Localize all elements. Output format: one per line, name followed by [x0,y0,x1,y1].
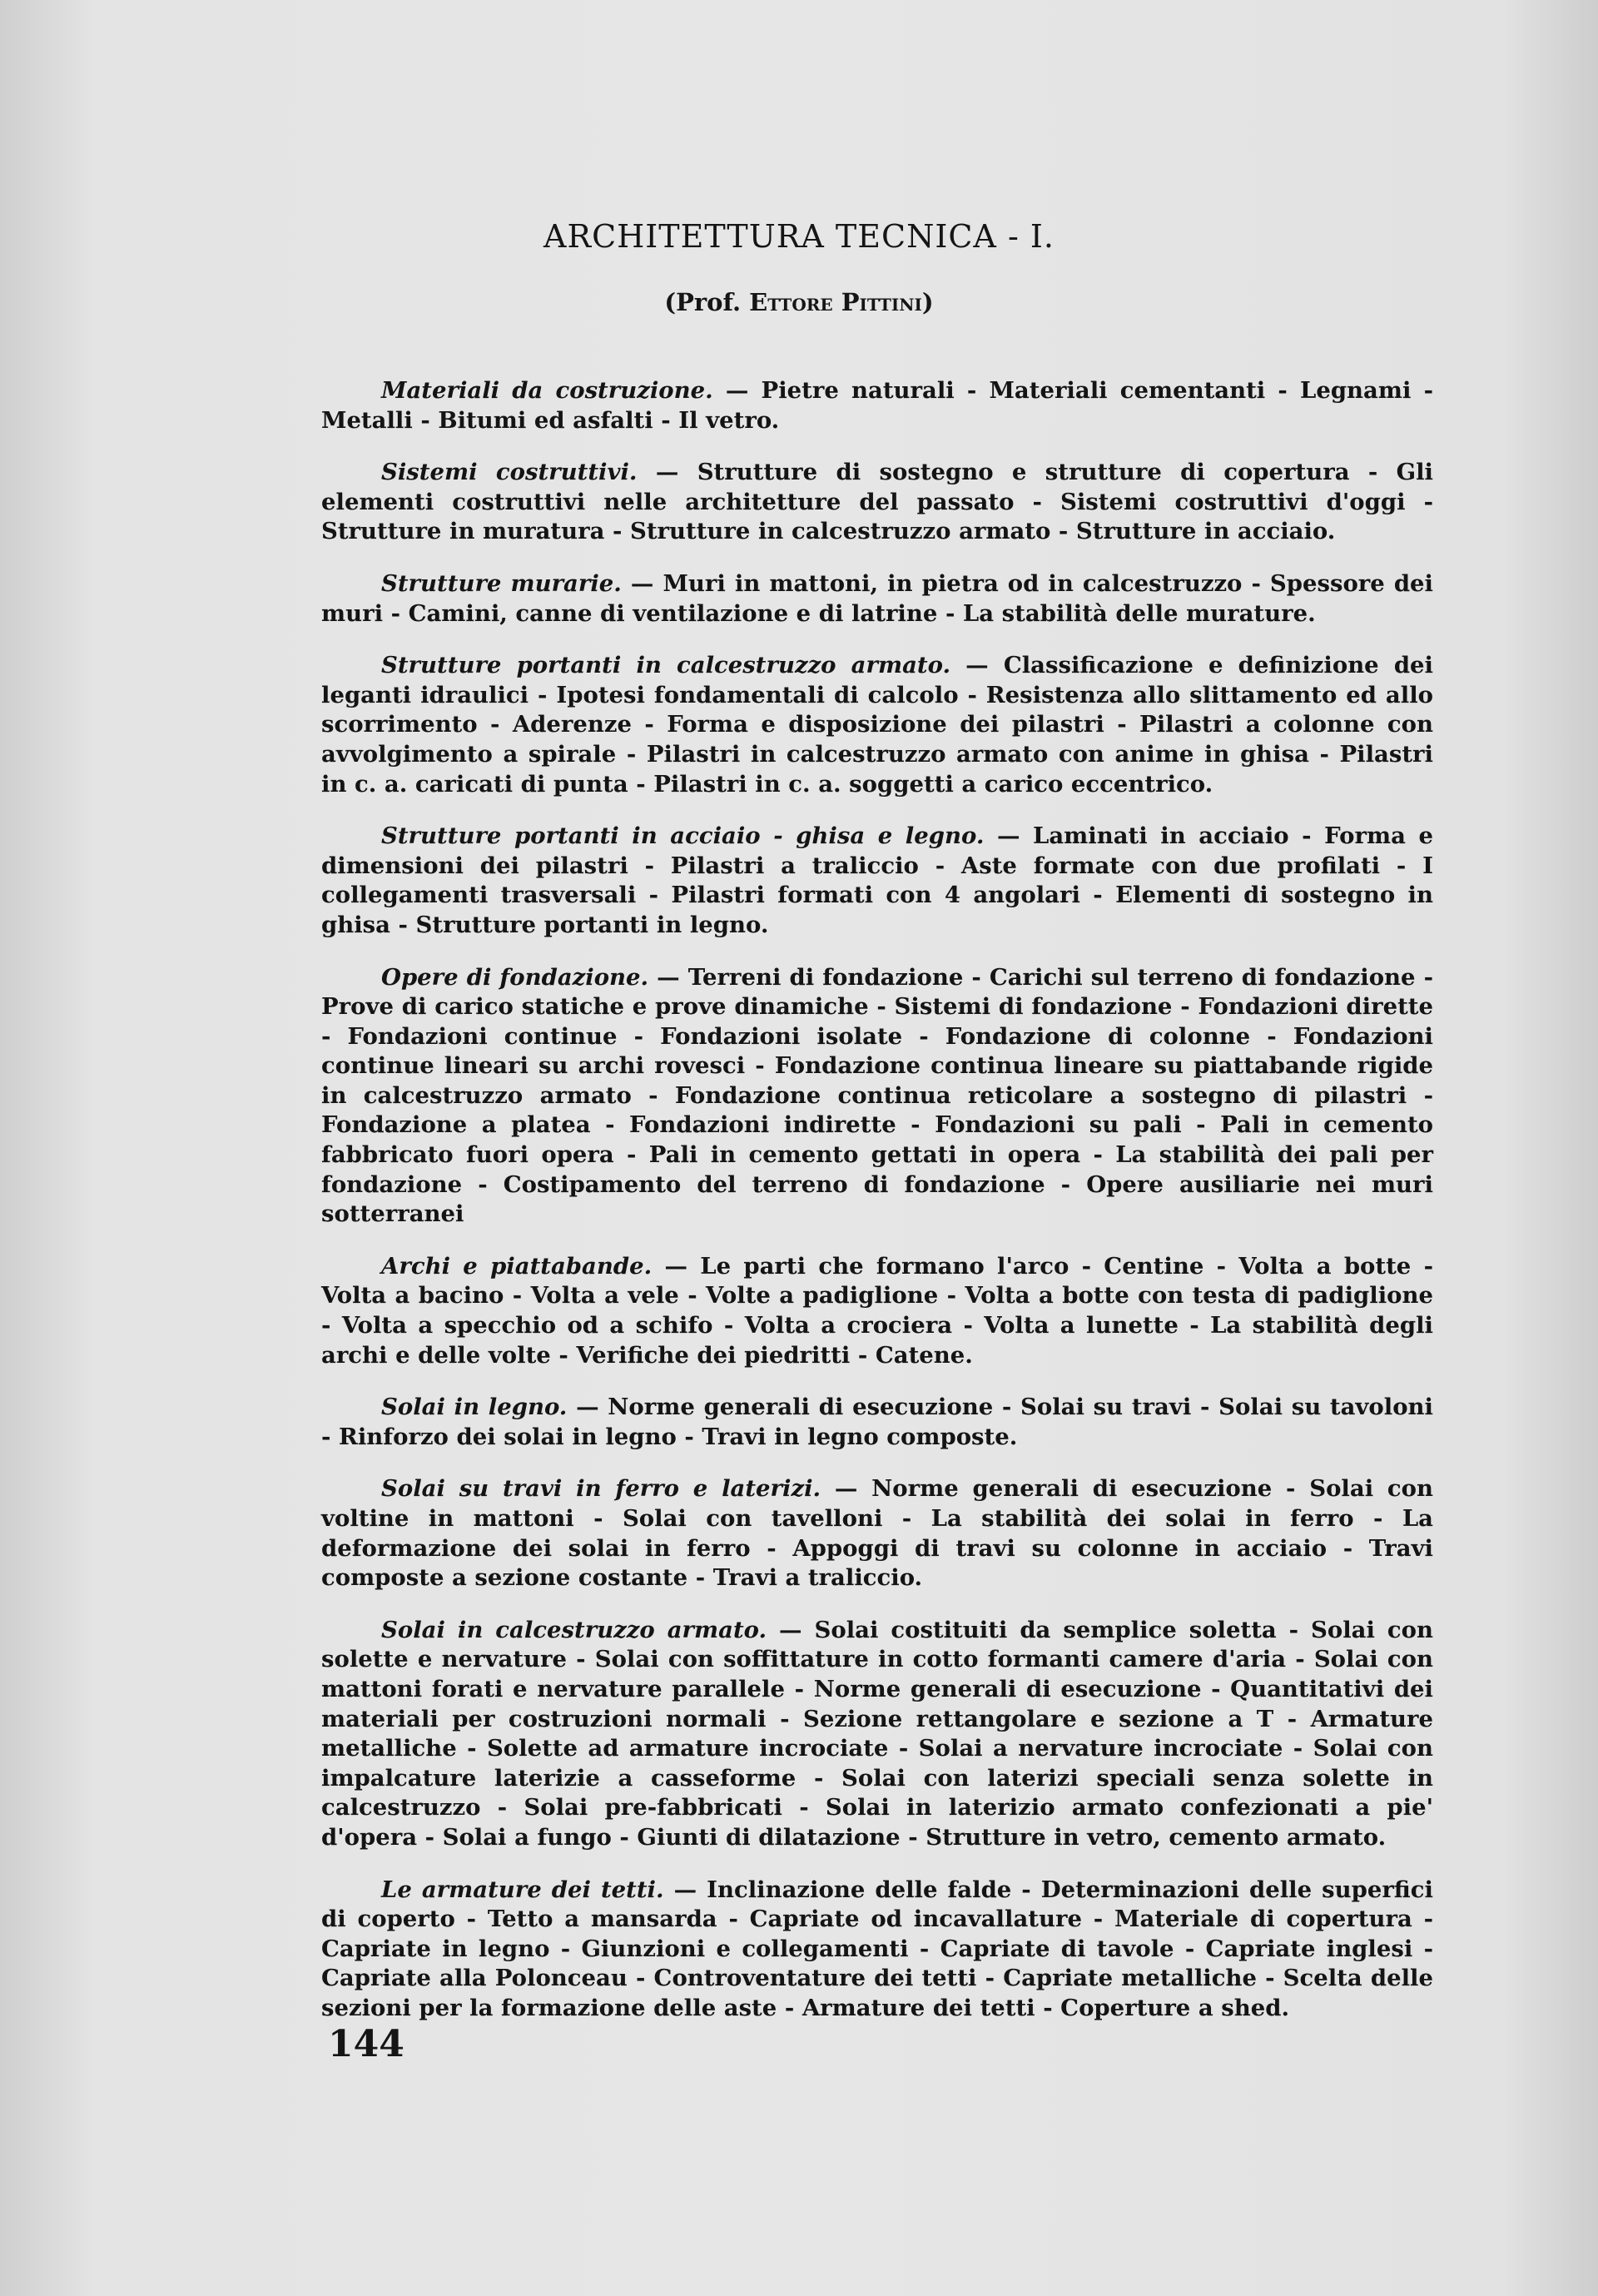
paragraph-text: — Norme generali di esecuzione - Solai su travi - Solai su tavoloni - Rinforzo dei solai in legno - Travi in legno composte. [321,1394,1433,1450]
paragraph-acciaio [321,822,1433,940]
paragraph-heading: Le armature dei tetti. [381,1876,664,1903]
paragraph-heading: Sistemi costruttivi. [381,459,638,486]
paragraph-archi [321,1252,1433,1370]
paragraph-text: — Laminati in acciaio - Forma e dimensioni dei pilastri - Pilastri a traliccio - Aste formate con due profilati - I collegamenti trasversali - Pilastri formati con 4 angolari - Elementi di sostegno in ghisa - Strutture portanti in legno. [321,822,1433,938]
paragraph-fondazione [321,963,1433,1230]
paragraph-murarie [321,569,1433,629]
paragraph-solai-legno [321,1393,1433,1452]
paragraph-text: — Norme generali di esecuzione - Solai con voltine in mattoni - Solai con tavelloni - La stabilità dei solai in ferro - La deformazione dei solai in ferro - Appoggi di travi su colonne in acciaio - Travi composte a sezione costante - Travi a traliccio. [321,1475,1433,1592]
paragraph-text: — Solai costituiti da semplice soletta - Solai con solette e nervature - Solai con soffittature in cotto formanti camere d'aria - Solai con mattoni forati e nervature parallele - Norme generali di esecuzione - Quantitativi dei materiali per costruzioni normali - Sezione rettangolare e sezione a T - Armature metalliche - Solette ad armature incrociate - Solai a nervature incrociate - Solai con impalcature laterizie a casseforme - Solai con laterizi speciali senza solette in calcestruzzo - Solai pre-fabbricati - Solai in laterizio armato confezionati a pie' d'opera - Solai a fungo - Giunti di dilatazione - Strutture in vetro, cemento armato. [321,1616,1433,1851]
paragraph-heading: Archi e piattabande. [381,1252,653,1280]
paragraph-text: — Inclinazione delle falde - Determinazioni delle superfici di coperto - Tetto a mansarda - Capriate od incavallature - Materiale di copertura - Capriate in legno - Giunzioni e collegamenti - Capriate di tavole - Capriate inglesi - Capriate alla Polonceau - Controventature dei tetti - Capriate metalliche - Scelta delle sezioni per la formazione delle aste - Armature dei tetti - Coperture a shed. [321,1876,1433,2021]
paragraph-heading: Strutture murarie. [381,569,622,597]
paragraph-sistemi [321,458,1433,547]
paragraph-text: — Pietre naturali - Materiali cementanti - Legnami - Metalli - Bitumi ed asfalti - Il vetro. [321,377,1433,434]
page-number: 144 [328,2023,404,2065]
author-line [0,288,1598,316]
paragraph-heading: Solai in legno. [381,1394,568,1421]
paragraph-materiali [321,376,1433,435]
author-name: Ettore Pittini [749,288,922,316]
author-prefix: (Prof. [664,288,750,316]
paragraph-heading: Materiali da costruzione. [381,377,713,404]
paragraph-heading: Solai su travi in ferro e laterizi. [381,1475,821,1503]
paragraph-text: — Classificazione e definizione dei leganti idraulici - Ipotesi fondamentali di calcolo - Resistenza allo slittamento ed allo scorrimento - Aderenze - Forma e disposizione dei pilastri - Pilastri a colonne con avvolgimento a spirale - Pilastri in calcestruzzo armato con anime in ghisa - Pilastri in c. a. caricati di punta - Pilastri in c. a. soggetti a carico eccentrico. [321,652,1433,798]
paragraph-heading: Strutture portanti in calcestruzzo armato. [381,652,951,679]
paragraph-tetti [321,1876,1433,2024]
paragraph-solai-ferro [321,1474,1433,1593]
paragraph-text: — Le parti che formano l'arco - Centine - Volta a botte - Volta a bacino - Volta a vele - Volte a padiglione - Volta a botte con testa di padiglione - Volta a specchio od a schifo - Volta a crociera - Volta a lunette - La stabilità degli archi e delle volte - Verifiche dei piedritti - Catene. [321,1252,1434,1369]
body-text [321,376,1433,2046]
paragraph-calcestruzzo [321,651,1433,799]
paragraph-text: — Muri in mattoni, in pietra od in calcestruzzo - Spessore dei muri - Camini, canne di ventilazione e di latrine - La stabilità delle murature. [321,569,1433,627]
page-title: ARCHITETTURA TECNICA - I. [543,218,1055,255]
paragraph-text: — Strutture di sostegno e strutture di copertura - Gli elementi costruttivi nelle architetture del passato - Sistemi costruttivi d'oggi - Strutture in muratura - Strutture in calcestruzzo armato - Strutture in acciaio. [321,459,1434,545]
paragraph-solai-calcestruzzo [321,1616,1433,1853]
paragraph-heading: Strutture portanti in acciaio - ghisa e legno. [381,822,985,850]
author-suffix: ) [921,288,934,316]
paragraph-heading: Solai in calcestruzzo armato. [381,1616,767,1643]
paragraph-text: — Terreni di fondazione - Carichi sul terreno di fondazione - Prove di carico statiche e prove dinamiche - Sistemi di fondazione - Fondazioni dirette - Fondazioni continue - Fondazioni isolate - Fondazione di colonne - Fondazioni continue lineari su archi rovesci - Fondazione continua lineare su piattabande rigide in calcestruzzo armato - Fondazione continua reticolare a sostegno di pilastri - Fondazione a platea - Fondazioni indirette - Fondazioni su pali - Pali in cemento fabbricato fuori opera - Pali in cemento gettati in opera - La stabilità dei pali per fondazione - Costipamento del terreno di fondazione - Opere ausiliarie nei muri sotterranei [321,963,1434,1228]
paragraph-heading: Opere di fondazione. [381,963,649,991]
